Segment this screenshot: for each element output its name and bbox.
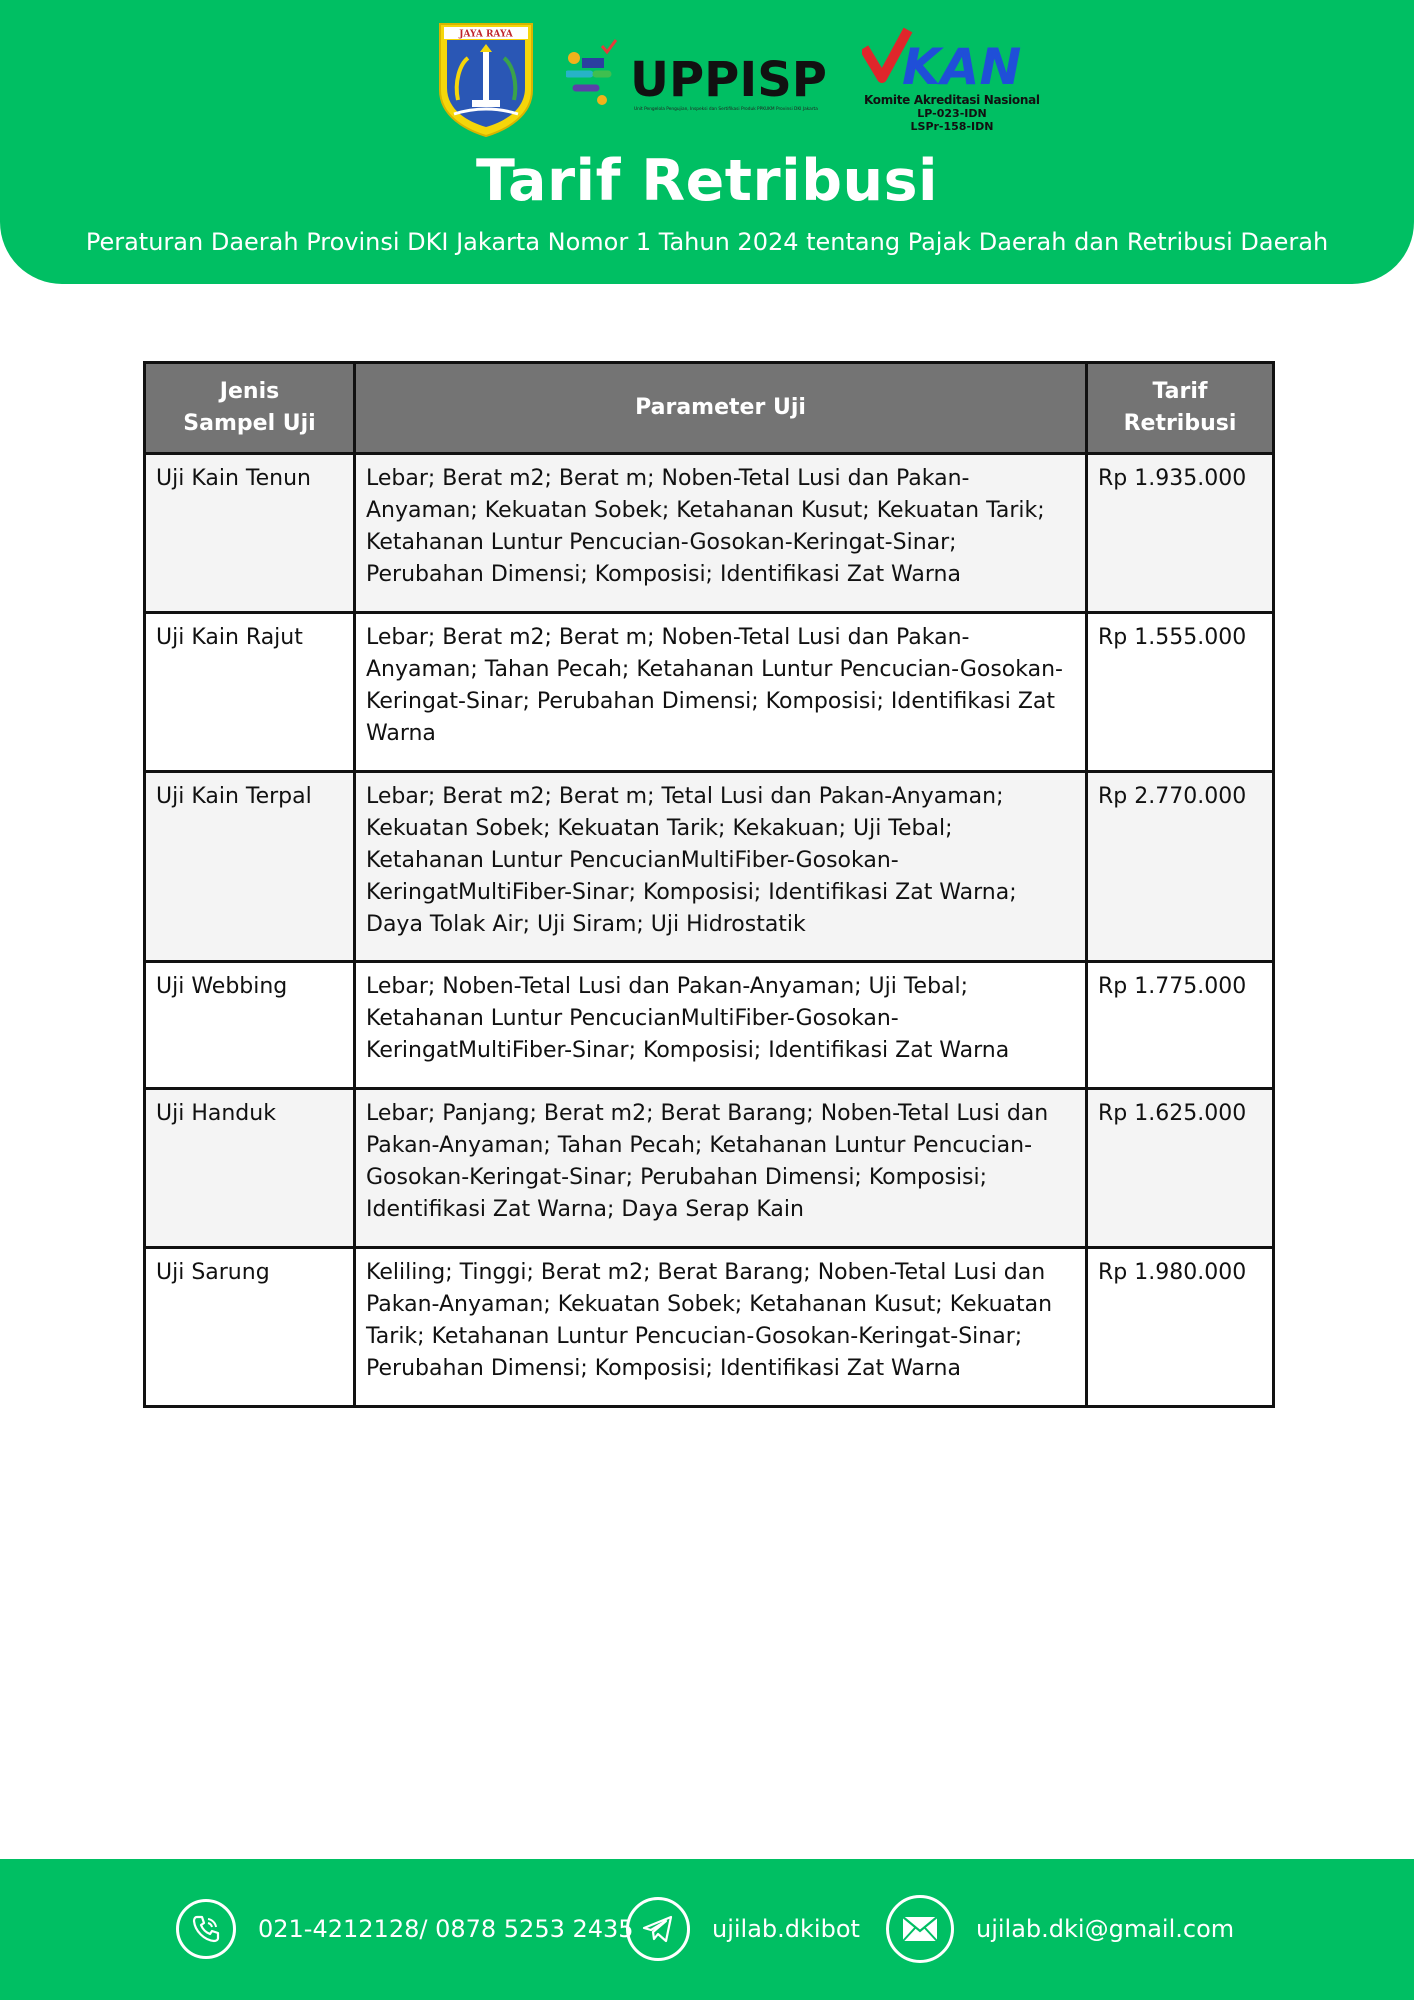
header-sample-line2: Sampel Uji [183,411,316,436]
price-cell: Rp 1.555.000 [1087,613,1274,772]
kan-name: Komite Akreditasi Nasional [864,93,1040,107]
page-subtitle: Peraturan Daerah Provinsi DKI Jakarta Nomor 1 Tahun 2024 tentang Pajak Daerah dan Retribusi Daerah [85,228,1329,256]
kan-lspr-code: LSPr-158-IDN [910,120,994,133]
contact-phone[interactable] [176,1897,634,1961]
phone-number: 021-4212128/ 0878 5253 2435 [258,1915,634,1943]
price-cell: Rp 2.770.000 [1087,772,1274,962]
parameter-cell: Lebar; Berat m2; Berat m; Noben-Tetal Lusi dan Pakan-Anyaman; Tahan Pecah; Ketahanan Luntur Pencucian-Gosokan-Keringat-Sinar; Perubahan Dimensi; Komposisi; Identifikasi Zat Warna [355,613,1087,772]
email-address: ujilab.dki@gmail.com [976,1915,1235,1943]
price-cell: Rp 1.775.000 [1087,962,1274,1089]
parameter-cell: Lebar; Berat m2; Berat m; Noben-Tetal Lusi dan Pakan-Anyaman; Kekuatan Sobek; Ketahanan Kusut; Kekuatan Tarik; Ketahanan Luntur Pencucian-Gosokan-Keringat-Sinar; Perubahan Dimensi; Komposisi; Identifikasi Zat Warna [355,454,1087,613]
table-row [145,613,1274,772]
uppisp-tagline: Unit Pengelola Pengujian, Inspeksi dan Sertifikasi Produk PPKUKM Provinsi DKI Jakarta [634,107,818,112]
header-price [1087,363,1274,454]
table-row [145,772,1274,962]
logo-strip [0,20,1414,140]
parameter-cell: Lebar; Noben-Tetal Lusi dan Pakan-Anyaman; Uji Tebal; Ketahanan Luntur PencucianMultiFiber-Gosokan-KeringatMultiFiber-Sinar; Komposisi; Identifikasi Zat Warna [355,962,1087,1089]
table-header-row [145,363,1274,454]
sample-cell: Uji Kain Tenun [145,454,355,613]
email-icon [886,1895,954,1963]
dki-jakarta-emblem-icon [436,20,536,138]
sample-cell: Uji Webbing [145,962,355,1089]
price-cell: Rp 1.625.000 [1087,1089,1274,1248]
kan-logo-icon [862,26,1042,138]
tariff-table [143,361,1275,1408]
contact-telegram[interactable] [626,1897,860,1961]
header-sample-line1: Jenis [219,379,280,404]
header-price-line1: Tarif [1152,379,1208,404]
parameter-cell: Lebar; Panjang; Berat m2; Berat Barang; Noben-Tetal Lusi dan Pakan-Anyaman; Tahan Pecah; Ketahanan Luntur Pencucian-Gosokan-Keringat-Sinar; Perubahan Dimensi; Komposisi; Identifikasi Zat Warna; Daya Serap Kain [355,1089,1087,1248]
sample-cell: Uji Kain Terpal [145,772,355,962]
parameter-cell: Keliling; Tinggi; Berat m2; Berat Barang; Noben-Tetal Lusi dan Pakan-Anyaman; Kekuatan Sobek; Ketahanan Kusut; Kekuatan Tarik; Ketahanan Luntur Pencucian-Gosokan-Keringat-Sinar; Perubahan Dimensi; Komposisi; Identifikasi Zat Warna [355,1248,1087,1407]
kan-lp-code: LP-023-IDN [917,107,987,120]
contact-email[interactable] [886,1897,1234,1961]
header-sample-type [145,363,355,454]
table-row [145,1089,1274,1248]
uppisp-wordmark: UPPISP [630,52,827,108]
price-cell: Rp 1.980.000 [1087,1248,1274,1407]
sample-cell: Uji Sarung [145,1248,355,1407]
header-banner [0,0,1414,284]
table-row [145,962,1274,1089]
footer-contact-bar [0,1859,1414,2000]
sample-cell: Uji Kain Rajut [145,613,355,772]
page-title: Tarif Retribusi [475,148,939,214]
dki-motto: JAYA RAYA [459,29,513,40]
parameter-cell: Lebar; Berat m2; Berat m; Tetal Lusi dan Pakan-Anyaman; Kekuatan Sobek; Kekuatan Tarik; Kekakuan; Uji Tebal; Ketahanan Luntur PencucianMultiFiber-Gosokan-KeringatMultiFiber-Sinar; Komposisi; Identifikasi Zat Warna; Daya Tolak Air; Uji Siram; Uji Hidrostatik [355,772,1087,962]
kan-wordmark: KAN [902,38,1022,96]
sample-cell: Uji Handuk [145,1089,355,1248]
phone-icon [176,1899,236,1959]
header-price-line2: Retribusi [1123,411,1237,436]
table-row [145,454,1274,613]
price-cell: Rp 1.935.000 [1087,454,1274,613]
telegram-icon [626,1897,690,1961]
uppisp-logo-icon [566,38,840,134]
header-parameter: Parameter Uji [355,363,1087,454]
telegram-handle: ujilab.dkibot [712,1915,860,1943]
table-row [145,1248,1274,1407]
